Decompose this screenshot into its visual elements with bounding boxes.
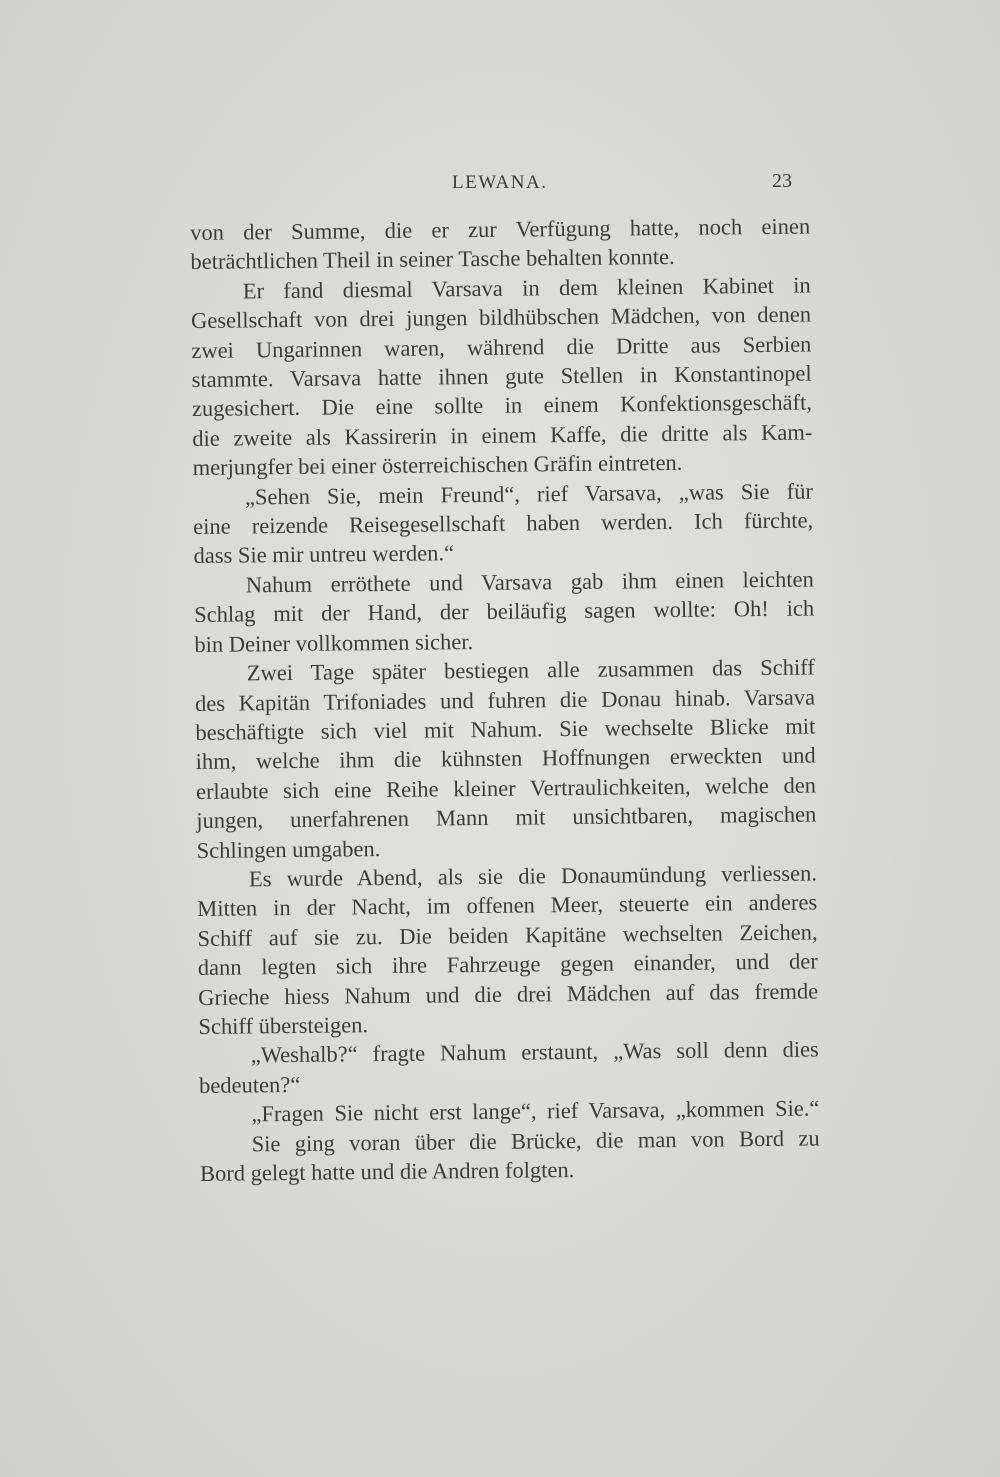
text-line: dass Sie mir untreu werden.“ bbox=[193, 540, 455, 569]
text-line: Sie ging voran über die Brücke, die man von Bord zu bbox=[251, 1125, 820, 1156]
text-line: „Sehen Sie, mein Freund“, rief Varsava, „was Sie für bbox=[244, 478, 814, 510]
text-line: Grieche hiess Nahum und die drei Mädchen auf das fremde bbox=[198, 978, 819, 1010]
text-line: stammte. Varsava hatte ihnen gute Stellen in Konstantinopel bbox=[191, 360, 812, 393]
text-line: des Kapitän Trifoniades und fuhren die Donau hinab. Varsava bbox=[194, 683, 816, 716]
text-line: die zweite als Kassirerin in einem Kaffe, die dritte als Kam- bbox=[192, 419, 813, 451]
text-line: eine reizende Reisegesellschaft haben werden. Ich fürchte, bbox=[193, 507, 814, 540]
text-line: Gesellschaft von drei jungen bildhübschen Mädchen, von denen bbox=[190, 301, 812, 334]
text-line: Zwei Tage später bestiegen alle zusammen das Schiff bbox=[246, 654, 815, 686]
text-line: Schlingen umgaben. bbox=[196, 835, 381, 863]
body-text bbox=[190, 212, 820, 1189]
page-number: 23 bbox=[772, 170, 792, 192]
text-line: „Weshalb?“ fragte Nahum erstaunt, „Was soll denn dies bbox=[250, 1036, 819, 1068]
text-line: Schiff auf sie zu. Die beiden Kapitäne wechselten Zeichen, bbox=[197, 919, 818, 951]
text-line: Er fand diesmal Varsava in dem kleinen Kabinet in bbox=[242, 272, 811, 304]
text-line: zugesichert. Die eine sollte in einem Konfektionsgeschäft, bbox=[191, 389, 813, 422]
text-line: Nahum erröthete und Varsava gab ihm einen leichten bbox=[245, 566, 814, 598]
text-line: erlaubte sich eine Reihe kleiner Vertraulichkeiten, welche den bbox=[195, 772, 817, 804]
text-line: beschäftigte sich viel mit Nahum. Sie wechselte Blicke mit bbox=[195, 713, 816, 745]
text-line: merjungfer bei einer österreichischen Gräfin eintreten. bbox=[192, 450, 683, 481]
text-line: bin Deiner vollkommen sicher. bbox=[194, 628, 474, 657]
text-line: Schiff übersteigen. bbox=[198, 1012, 369, 1039]
text-line: dann legten sich ihre Fahrzeuge gegen einander, und der bbox=[197, 948, 818, 981]
text-line: bedeuten?“ bbox=[198, 1071, 301, 1098]
text-line: Mitten in der Nacht, im offenen Meer, steuerte ein anderes bbox=[197, 889, 818, 922]
text-line: von der Summe, die er zur Verfügung hatte, noch einen bbox=[190, 213, 811, 245]
text-line: ihm, welche ihm die kühnsten Hoffnungen erweckten und bbox=[195, 742, 816, 775]
text-line: Bord gelegt hatte und die Andren folgten. bbox=[199, 1157, 575, 1186]
text-line: „Fragen Sie nicht erst lange“, rief Varsava, „kommen Sie.“ bbox=[251, 1095, 820, 1127]
text-line: Schlag mit der Hand, der beiläufig sagen wollte: Oh! ich bbox=[194, 595, 815, 628]
text-line: jungen, unerfahrenen Mann mit unsichtbaren, magischen bbox=[196, 801, 817, 834]
text-line: beträchtlichen Theil in seiner Tasche behalten konnte. bbox=[190, 244, 675, 275]
text-line: zwei Ungarinnen waren, während die Dritte aus Serbien bbox=[191, 331, 812, 363]
running-header-title: LEWANA. bbox=[452, 172, 548, 193]
text-line: Es wurde Abend, als sie die Donaumündung verliessen. bbox=[248, 860, 818, 892]
